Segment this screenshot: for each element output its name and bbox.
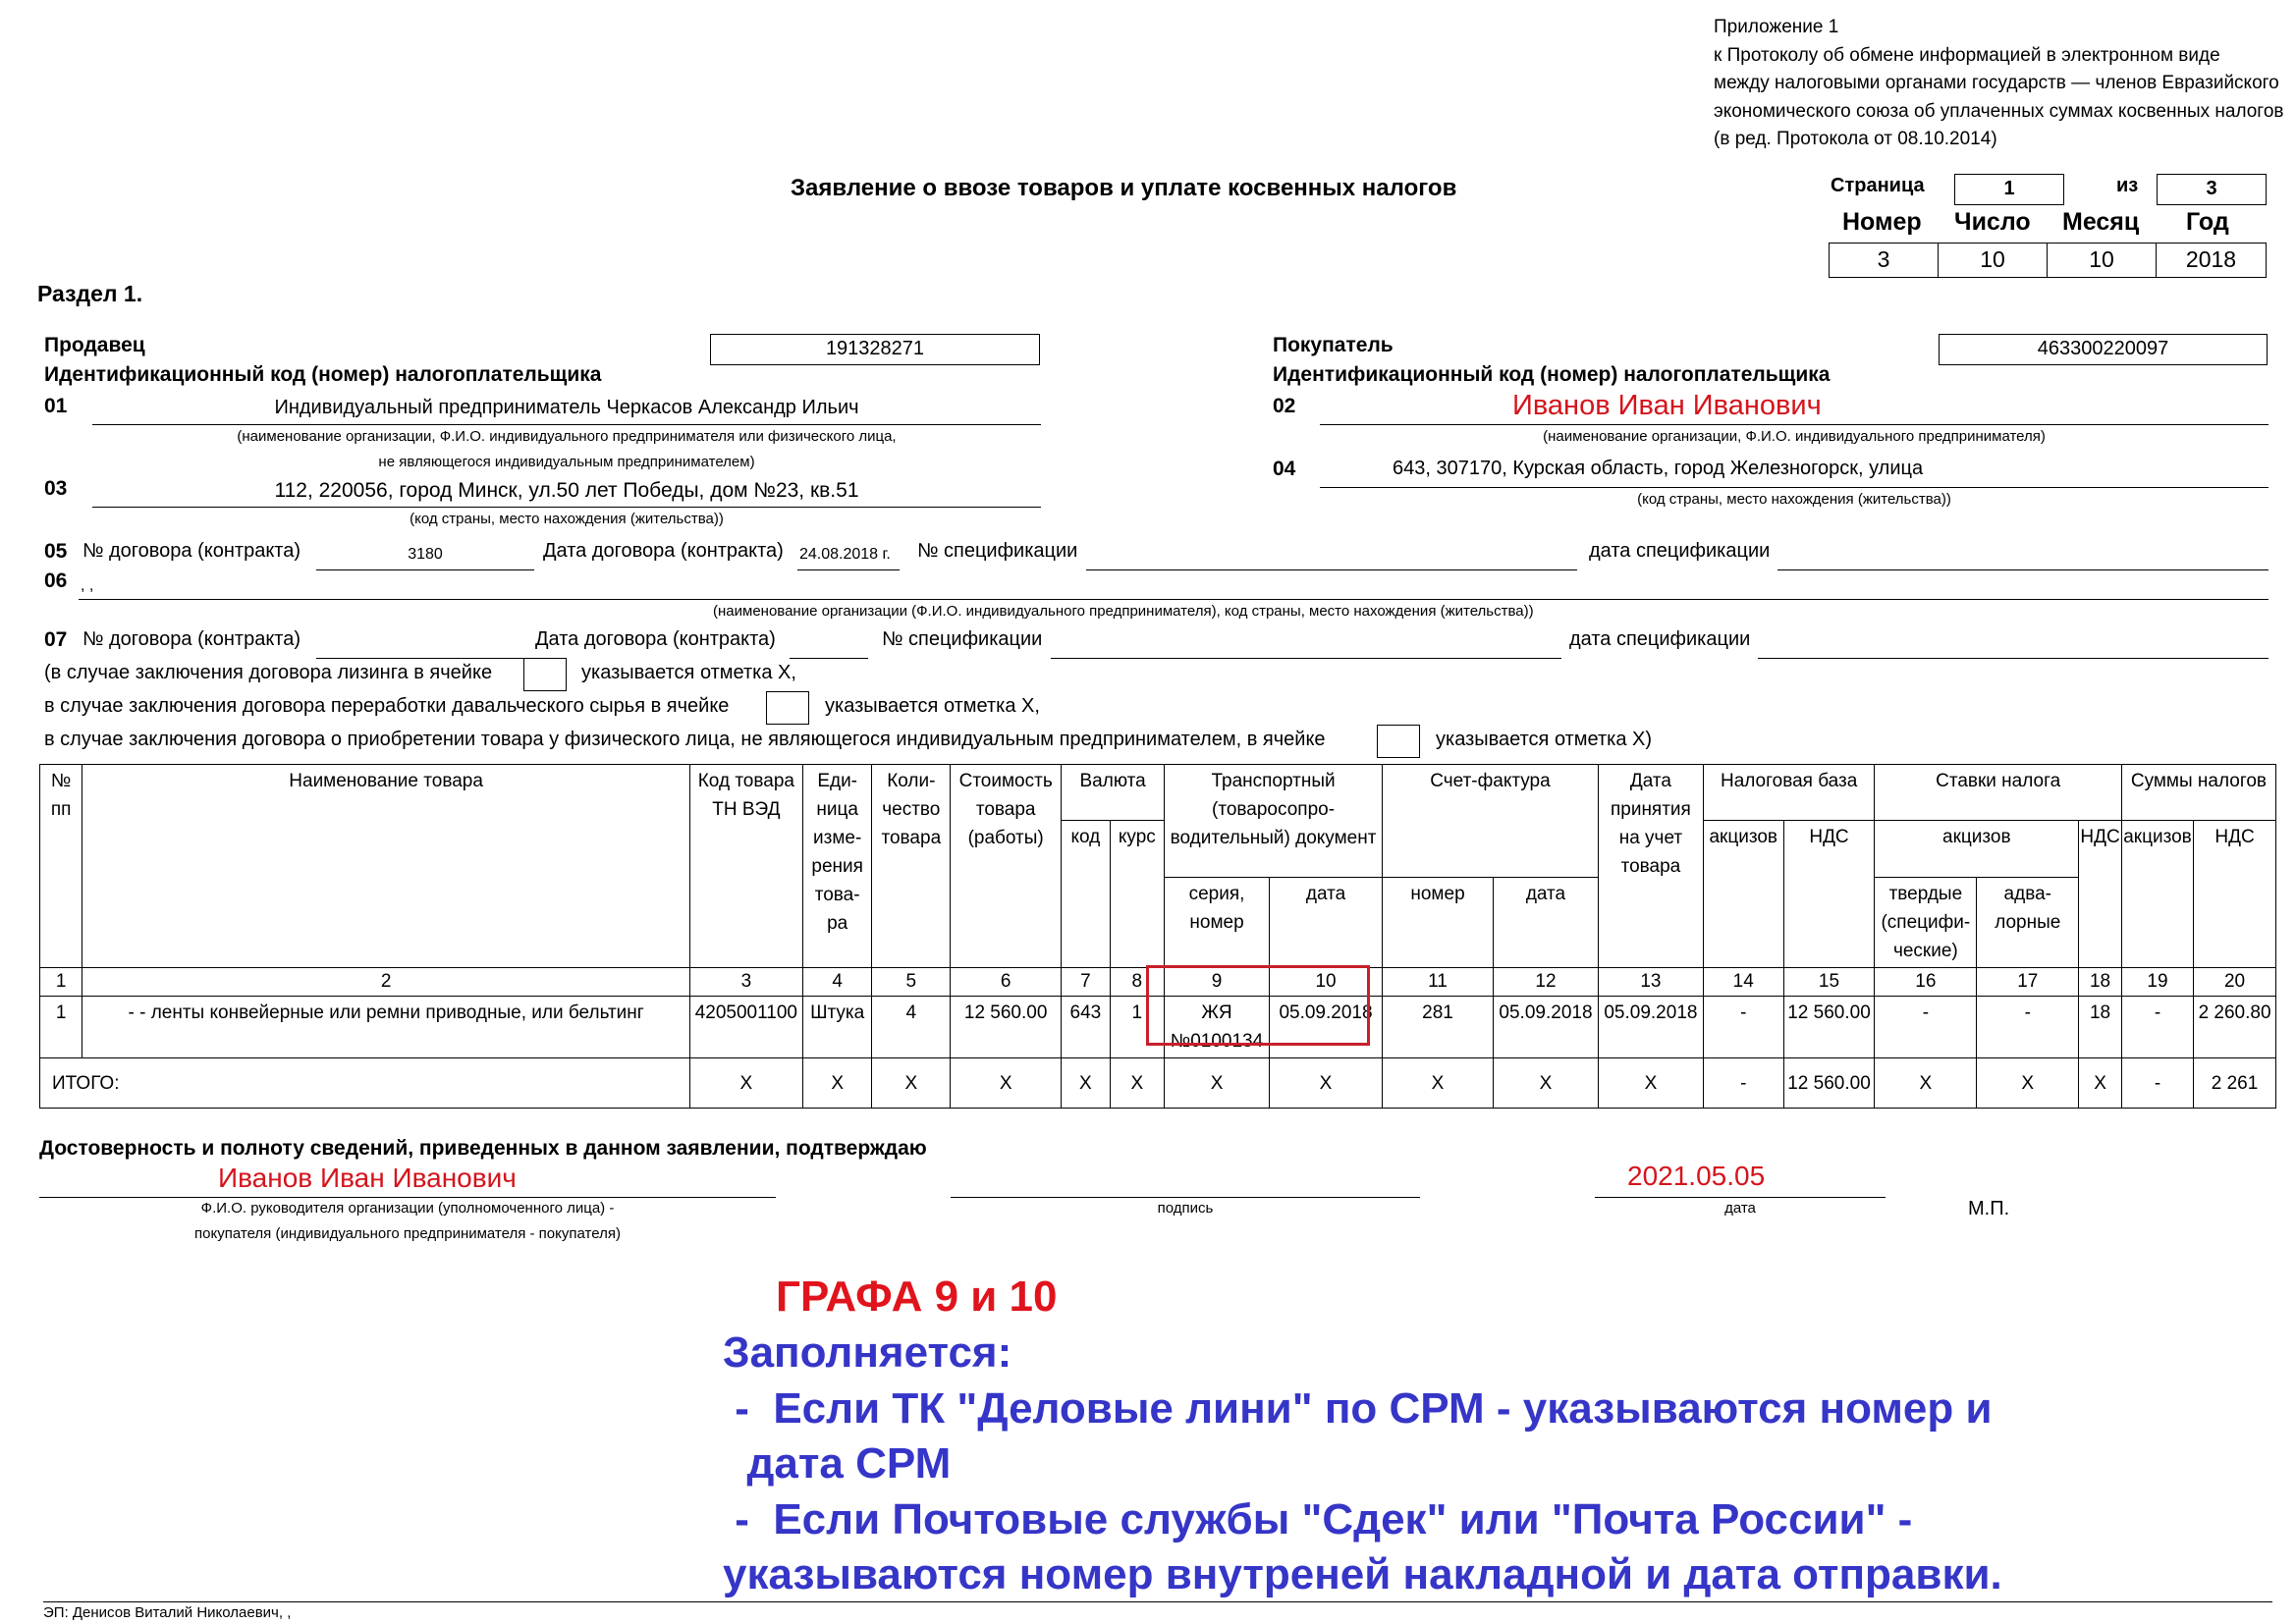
contract-number-label: № договора (контракта) — [82, 540, 301, 562]
contract07-date-label: Дата договора (контракта) — [535, 628, 776, 650]
seller-inn: 191328271 — [710, 334, 1040, 365]
field-code-02: 02 — [1273, 395, 1296, 417]
column-number: 16 — [1875, 968, 1977, 997]
table-cell: 05.09.2018 — [1270, 997, 1383, 1058]
leasing-text-post: указывается отметка X, — [581, 662, 796, 683]
table-cell: 643 — [1062, 997, 1110, 1058]
individual-text-post: указывается отметка X) — [1436, 729, 1653, 750]
total-cell: X — [1383, 1058, 1494, 1109]
header-number: Номер — [1842, 208, 1922, 236]
signature-hint: подпись — [1157, 1200, 1214, 1217]
col-header-cost: Стоимость товара (работы) — [951, 765, 1062, 968]
table-cell: 05.09.2018 — [1494, 997, 1599, 1058]
col-header-r-advalorem: адва- лорные — [1977, 878, 2079, 968]
total-cell: X — [1110, 1058, 1164, 1109]
table-cell: 18 — [2079, 997, 2122, 1058]
annex-line: Приложение 1 — [1714, 17, 1839, 37]
total-row — [40, 1058, 2276, 1109]
column-number: 3 — [689, 968, 802, 997]
leasing-text: (в случае заключения договора лизинга в ячейке — [44, 662, 493, 683]
col-header-qty: Коли- чество товара — [872, 765, 951, 968]
leasing-checkbox[interactable] — [523, 658, 567, 691]
page-number: 1 — [1954, 174, 2064, 205]
row06-hint: (наименование организации (Ф.И.О. индивидуального предпринимателя), код страны, место нахождения (жительства)) — [713, 603, 1534, 620]
table-cell: - — [1977, 997, 2079, 1058]
processing-text-post: указывается отметка X, — [825, 695, 1040, 717]
buyer-address-hint: (код страны, место нахождения (жительства)) — [1637, 491, 1951, 508]
contract-number[interactable]: 3180 — [408, 546, 443, 563]
col-header-rates: Ставки налога — [1875, 765, 2122, 821]
table-cell: 281 — [1383, 997, 1494, 1058]
column-number: 6 — [951, 968, 1062, 997]
column-number: 20 — [2194, 968, 2276, 997]
seller-address-hint: (код страны, место нахождения (жительства)) — [410, 511, 724, 527]
buyer-id-label: Идентификационный код (номер) налогоплательщика — [1273, 363, 1831, 386]
individual-text: в случае заключения договора о приобретении товара у физического лица, не являющегося индивидуальным предпринимателем, в ячейке — [44, 729, 1326, 750]
field-code-01: 01 — [44, 395, 68, 417]
col-header-r-vat: НДС — [2079, 821, 2122, 968]
col-header-s-vat: НДС — [2194, 821, 2276, 968]
spec-number-label: № спецификации — [917, 540, 1078, 562]
stamp-place: М.П. — [1968, 1198, 2010, 1219]
annex-line: к Протоколу об обмене информацией в электронном виде — [1714, 44, 2220, 66]
col-header-tr-series: серия, номер — [1165, 878, 1270, 968]
field-code-04: 04 — [1273, 458, 1296, 480]
table-cell: 12 560.00 — [1783, 997, 1875, 1058]
seller-label: Продавец — [44, 334, 145, 356]
total-cell: X — [1494, 1058, 1599, 1109]
annex-line: между налоговыми органами государств — членов Евразийского — [1714, 73, 2279, 93]
total-cell: - — [1703, 1058, 1783, 1109]
column-number: 1 — [40, 968, 82, 997]
field-code-07: 07 — [44, 628, 68, 651]
table-cell: - — [1875, 997, 1977, 1058]
col-header-tax-base: Налоговая база — [1703, 765, 1875, 821]
column-number: 18 — [2079, 968, 2122, 997]
col-header-num: № пп — [40, 765, 82, 968]
total-cell: X — [951, 1058, 1062, 1109]
table-cell: - — [2121, 997, 2193, 1058]
processing-text: в случае заключения договора переработки давальческого сырья в ячейке — [44, 695, 730, 717]
spec07-number-label: № спецификации — [882, 628, 1043, 650]
page-label: Страница — [1831, 175, 1925, 196]
seller-name-hint: (наименование организации, Ф.И.О. индивидуального предпринимателя или физического лица, — [237, 428, 897, 445]
of-label: из — [2116, 175, 2139, 196]
digital-signature-footer: ЭП: Денисов Виталий Николаевич, , — [43, 1604, 292, 1621]
seller-name-hint: не являющегося индивидуальным предпринимателем) — [378, 454, 755, 470]
seller-name: Индивидуальный предприниматель Черкасов Александр Ильич — [274, 397, 859, 418]
contract-date-label: Дата договора (контракта) — [543, 540, 784, 562]
table-cell: 1 — [40, 997, 82, 1058]
column-number: 4 — [802, 968, 872, 997]
total-cell: X — [1977, 1058, 2079, 1109]
buyer-label: Покупатель — [1273, 334, 1394, 356]
table-cell: 4205001100 — [689, 997, 802, 1058]
seller-address: 112, 220056, город Минск, ул.50 лет Победы, дом №23, кв.51 — [274, 479, 859, 502]
col-header-code: Код товара ТН ВЭД — [689, 765, 802, 968]
buyer-address: 643, 307170, Курская область, город Железногорск, улица — [1393, 458, 1924, 479]
col-header-sums: Суммы налогов — [2121, 765, 2275, 821]
column-number: 2 — [82, 968, 689, 997]
column-number: 5 — [872, 968, 951, 997]
col-header-accept-date: Дата принятия на учет товара — [1598, 765, 1703, 968]
column-number: 19 — [2121, 968, 2193, 997]
confirm-text: Достоверность и полноту сведений, приведенных в данном заявлении, подтверждаю — [39, 1137, 927, 1160]
section-heading: Раздел 1. — [37, 281, 143, 306]
column-number: 17 — [1977, 968, 2079, 997]
total-cell: X — [1598, 1058, 1703, 1109]
col-header-s-excise: акцизов — [2121, 821, 2193, 968]
col-header-unit: Еди- ница изме- рения това- ра — [802, 765, 872, 968]
value-year: 2018 — [2156, 243, 2267, 278]
document-title: Заявление о ввозе товаров и уплате косвенных налогов — [791, 175, 1457, 201]
col-header-cur-rate: курс — [1110, 821, 1164, 968]
signer-name: Иванов Иван Иванович — [218, 1163, 517, 1193]
signature-line[interactable] — [951, 1168, 1420, 1198]
contract07-number-label: № договора (контракта) — [82, 628, 301, 650]
seller-id-label: Идентификационный код (номер) налогоплательщика — [44, 363, 602, 386]
processing-checkbox[interactable] — [766, 691, 809, 725]
header-day: Число — [1954, 208, 2031, 236]
column-number: 9 — [1165, 968, 1270, 997]
individual-checkbox[interactable] — [1377, 725, 1420, 758]
column-number: 15 — [1783, 968, 1875, 997]
row06-value: , , — [81, 577, 94, 594]
table-cell: 4 — [872, 997, 951, 1058]
page-total: 3 — [2157, 174, 2267, 205]
col-header-tb-vat: НДС — [1783, 821, 1875, 968]
total-label: ИТОГО: — [40, 1058, 690, 1109]
spec-date-label: дата спецификации — [1589, 540, 1771, 562]
col-header-tr-date: дата — [1270, 878, 1383, 968]
table-cell: - - ленты конвейерные или ремни приводные, или бельтинг — [82, 997, 689, 1058]
col-header-transport: Транспортный (товаросопро- водительный) документ — [1165, 765, 1383, 878]
total-cell: X — [2079, 1058, 2122, 1109]
goods-table — [39, 764, 2276, 1109]
column-number: 11 — [1383, 968, 1494, 997]
total-cell: - — [2121, 1058, 2193, 1109]
value-number: 3 — [1829, 243, 1939, 278]
column-number: 13 — [1598, 968, 1703, 997]
signed-date: 2021.05.05 — [1627, 1161, 1766, 1191]
col-header-r-fixed: твердые (специфи- ческие) — [1875, 878, 1977, 968]
total-cell: X — [1875, 1058, 1977, 1109]
column-number: 14 — [1703, 968, 1783, 997]
annex-note — [1714, 14, 2296, 154]
buyer-name: Иванов Иван Иванович — [1512, 390, 1822, 421]
column-number: 10 — [1270, 968, 1383, 997]
field-code-05: 05 — [44, 540, 68, 563]
table-cell: Штука — [802, 997, 872, 1058]
table-cell: 05.09.2018 — [1598, 997, 1703, 1058]
col-header-invoice: Счет-фактура — [1383, 765, 1599, 878]
annex-line: экономического союза об уплаченных суммах косвенных налогов — [1714, 100, 2284, 122]
col-header-name: Наименование товара — [82, 765, 689, 968]
total-cell: X — [1270, 1058, 1383, 1109]
total-cell: X — [872, 1058, 951, 1109]
value-month: 10 — [2047, 243, 2157, 278]
buyer-name-hint: (наименование организации, Ф.И.О. индивидуального предпринимателя) — [1543, 428, 2046, 445]
value-day: 10 — [1938, 243, 2048, 278]
total-cell: X — [689, 1058, 802, 1109]
total-cell: X — [1165, 1058, 1270, 1109]
highlight-columns-9-10 — [1146, 965, 1370, 1046]
field-code-06: 06 — [44, 569, 68, 592]
total-cell: X — [802, 1058, 872, 1109]
total-cell: 12 560.00 — [1783, 1058, 1875, 1109]
header-year: Год — [2186, 208, 2229, 236]
col-header-currency: Валюта — [1062, 765, 1165, 821]
column-number: 7 — [1062, 968, 1110, 997]
col-header-inv-num: номер — [1383, 878, 1494, 968]
signer-hint: покупателя (индивидуального предпринимателя - покупателя) — [194, 1225, 621, 1242]
table-cell: - — [1703, 997, 1783, 1058]
col-header-tb-excise: акцизов — [1703, 821, 1783, 968]
field-code-03: 03 — [44, 477, 68, 500]
table-cell: 12 560.00 — [951, 997, 1062, 1058]
total-cell: 2 261 — [2194, 1058, 2276, 1109]
annotation-body: Заполняется: - Если ТК "Деловые лини" по СРМ - указываются номер и дата СРМ - Если Почтовые службы "Сдек" или "Почта России" - указываются номер внутреней накладной и дата отправки. — [723, 1328, 2002, 1598]
table-cell: 1 — [1110, 997, 1164, 1058]
date-hint: дата — [1724, 1200, 1756, 1217]
header-month: Месяц — [2062, 208, 2140, 236]
column-number: 12 — [1494, 968, 1599, 997]
col-header-inv-date: дата — [1494, 878, 1599, 968]
spec07-date-label: дата спецификации — [1569, 628, 1751, 650]
column-number: 8 — [1110, 968, 1164, 997]
total-cell: X — [1062, 1058, 1110, 1109]
table-cell: ЖЯ №0100134 — [1165, 997, 1270, 1058]
buyer-inn: 463300220097 — [1939, 334, 2268, 365]
table-cell: 2 260.80 — [2194, 997, 2276, 1058]
col-header-cur-code: код — [1062, 821, 1110, 968]
contract-date[interactable]: 24.08.2018 г. — [799, 546, 891, 563]
annotation-heading: ГРАФА 9 и 10 — [776, 1272, 1058, 1321]
col-header-r-excise: акцизов — [1875, 821, 2079, 878]
annex-line: (в ред. Протокола от 08.10.2014) — [1714, 129, 1997, 149]
signer-hint: Ф.И.О. руководителя организации (уполномоченного лица) - — [200, 1200, 615, 1217]
